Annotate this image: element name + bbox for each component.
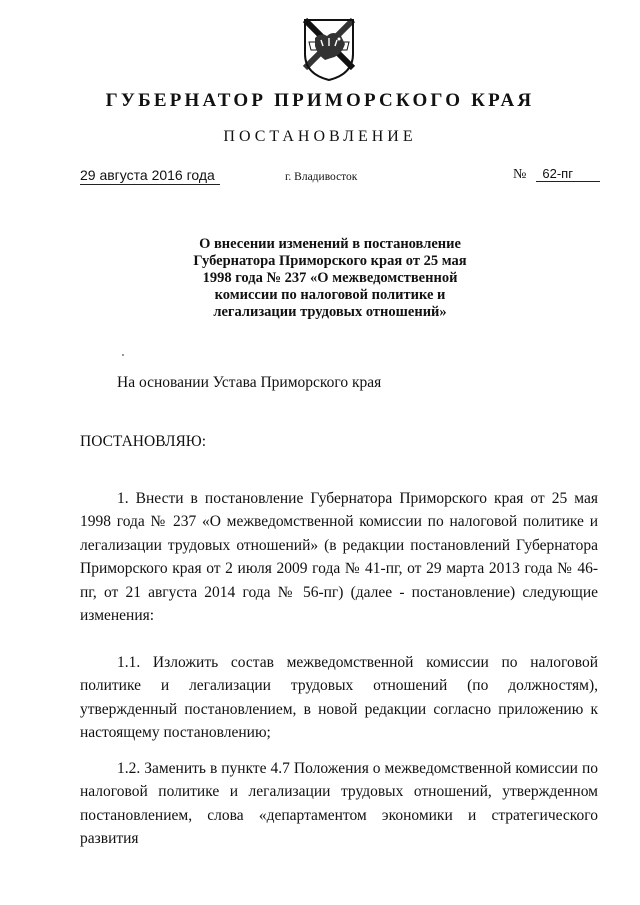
document-number bbox=[513, 166, 600, 183]
resolve-heading: ПОСТАНОВЛЯЮ: bbox=[80, 433, 207, 450]
paragraph-1-2: 1.2. Заменить в пункте 4.7 Положения о межведомственной комиссии по налоговой политике и легализации трудовых отношений, утвержденном постановлением, слова «департаментом экономики и стратегического развития bbox=[80, 760, 598, 848]
document-type: ПОСТАНОВЛЕНИЕ bbox=[223, 128, 417, 145]
scan-speck bbox=[122, 354, 124, 356]
coat-of-arms-icon bbox=[301, 16, 357, 82]
paragraph-1: 1. Внести в постановление Губернатора Приморского края от 25 мая 1998 года № 237 «О межведомственной комиссии по налоговой политике и легализации трудовых отношений» (в редакции постановлений Губернатора Приморского края от 2 июля 2009 года № 41-пг, от 29 марта 2013 года № 46-пг, от 21 августа 2014 года № 56-пг) (далее - постановление) следующие изменения: bbox=[80, 490, 598, 625]
paragraph-1-1: 1.1. Изложить состав межведомственной комиссии по налоговой политике и легализации трудовых отношений (по должностям), утвержденный постановлением, в новой редакции согласно приложению к настоящему постановлению; bbox=[80, 654, 598, 742]
number-value: 62-пг bbox=[536, 166, 600, 182]
legal-basis: На основании Устава Приморского края bbox=[117, 374, 382, 391]
document-city: г. Владивосток bbox=[285, 171, 358, 183]
governor-title: ГУБЕРНАТОР ПРИМОРСКОГО КРАЯ bbox=[105, 90, 535, 111]
document-subject: О внесении изменений в постановление Губернатора Приморского края от 25 мая 1998 года № 237 «О межведомственной комиссии по налоговой политике и легализации трудовых отношений» bbox=[193, 236, 467, 320]
number-sign: № bbox=[513, 167, 527, 182]
document-date: 29 августа 2016 года bbox=[80, 167, 220, 185]
